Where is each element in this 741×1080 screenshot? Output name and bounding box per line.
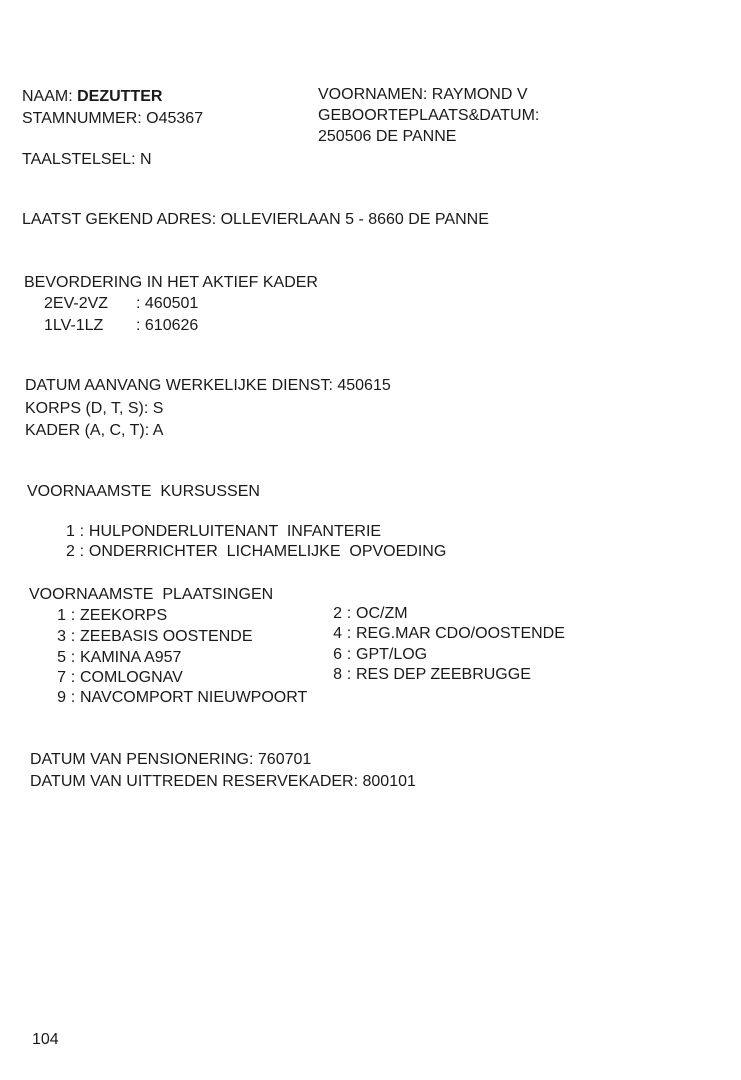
plaatsing-text: NAVCOMPORT NIEUWPOORT (80, 689, 308, 706)
adres-line (22, 210, 489, 230)
korps-label: KORPS (D, T, S): (25, 400, 149, 417)
kursus-text: ONDERRICHTER LICHAMELIJKE OPVOEDING (88, 543, 447, 560)
plaatsing-number: 9 (57, 689, 66, 706)
taalstelsel-label: TAALSTELSEL: (22, 151, 136, 168)
plaatsing-number: 1 (57, 607, 66, 624)
plaatsing-item: 8 : RES DEP ZEEBRUGGE (316, 665, 531, 685)
plaatsing-item: 1 : ZEEKORPS (40, 606, 167, 626)
voornamen-label: VOORNAMEN: (318, 86, 428, 103)
bevordering-date: 460501 (144, 295, 199, 312)
pensionering-line (30, 750, 311, 770)
kursus-item: 2 : ONDERRICHTER LICHAMELIJKE OPVOEDING (40, 522, 446, 562)
voornamen-line (318, 85, 528, 105)
plaatsing-number: 8 (333, 666, 342, 683)
uittreden-label: DATUM VAN UITTREDEN RESERVEKADER: (30, 773, 359, 790)
aanvang-line (25, 376, 391, 396)
stamnummer-line (22, 109, 203, 129)
plaatsing-number: 5 (57, 649, 66, 666)
kader-label: KADER (A, C, T): (25, 422, 150, 439)
kursus-item: 1 : HULPONDERLUITENANT INFANTERIE (40, 502, 381, 542)
bevordering-item: 2EV-2VZ : 460501 (44, 295, 199, 312)
bevordering-item: 1LV-1LZ : 610626 (44, 317, 199, 334)
plaatsing-number: 6 (333, 646, 342, 663)
voornamen-value: RAYMOND V (431, 86, 528, 103)
plaatsing-item: 3 : ZEEBASIS OOSTENDE (40, 627, 252, 647)
plaatsing-text: GPT/LOG (356, 646, 428, 663)
kursus-number: 1 (65, 523, 75, 540)
adres-label: LAATST GEKEND ADRES: (22, 211, 217, 228)
plaatsing-number: 4 (333, 625, 342, 642)
plaatsing-item: 4 : REG.MAR CDO/OOSTENDE (316, 624, 565, 644)
korps-value: S (152, 400, 164, 417)
plaatsing-text: COMLOGNAV (80, 669, 183, 686)
plaatsing-text: OC/ZM (356, 605, 408, 622)
kursus-text: HULPONDERLUITENANT INFANTERIE (88, 523, 382, 540)
plaatsing-text: RES DEP ZEEBRUGGE (356, 666, 531, 683)
uittreden-value: 800101 (362, 773, 416, 790)
geboorte-label: GEBOORTEPLAATS&DATUM: (318, 107, 540, 124)
aanvang-value: 450615 (337, 377, 391, 394)
plaatsing-text: KAMINA A957 (80, 649, 182, 666)
taalstelsel-line (22, 150, 152, 170)
page-number: 104 (32, 1031, 59, 1048)
bevordering-rank: 2EV-2VZ (44, 295, 109, 312)
plaatsing-item: 7 : COMLOGNAV (40, 668, 183, 688)
naam-label: NAAM: (22, 88, 73, 105)
naam-value: DEZUTTER (77, 88, 163, 105)
uittreden-line (30, 772, 416, 792)
plaatsingen-title: VOORNAAMSTE PLAATSINGEN (29, 586, 274, 603)
plaatsing-item: 2 : OC/ZM (316, 604, 408, 624)
pensionering-label: DATUM VAN PENSIONERING: (30, 751, 254, 768)
korps-line (25, 399, 163, 419)
stamnummer-value: O45367 (146, 110, 204, 127)
geboorte-value: 250506 DE PANNE (318, 128, 457, 145)
kader-line (25, 421, 163, 441)
plaatsing-number: 7 (57, 669, 66, 686)
kursussen-title: VOORNAAMSTE KURSUSSEN (27, 483, 260, 500)
bevordering-title: BEVORDERING IN HET AKTIEF KADER (24, 274, 318, 291)
plaatsing-text: ZEEKORPS (80, 607, 168, 624)
plaatsing-item: 6 : GPT/LOG (316, 645, 427, 665)
plaatsing-item: 5 : KAMINA A957 (40, 648, 181, 668)
naam-line (22, 87, 162, 107)
plaatsing-item: 9 : NAVCOMPORT NIEUWPOORT (40, 688, 307, 708)
aanvang-label: DATUM AANVANG WERKELIJKE DIENST: (25, 377, 333, 394)
bevordering-rank: 1LV-1LZ (44, 317, 104, 334)
kursus-number: 2 (65, 543, 75, 560)
adres-value: OLLEVIERLAAN 5 - 8660 DE PANNE (220, 211, 489, 228)
bevordering-date: 610626 (144, 317, 199, 334)
plaatsing-text: REG.MAR CDO/OOSTENDE (356, 625, 565, 642)
plaatsing-number: 3 (57, 628, 66, 645)
plaatsing-text: ZEEBASIS OOSTENDE (80, 628, 253, 645)
plaatsing-number: 2 (333, 605, 342, 622)
kader-value: A (152, 422, 164, 439)
taalstelsel-value: N (139, 151, 152, 168)
stamnummer-label: STAMNUMMER: (22, 110, 142, 127)
pensionering-value: 760701 (257, 751, 312, 768)
